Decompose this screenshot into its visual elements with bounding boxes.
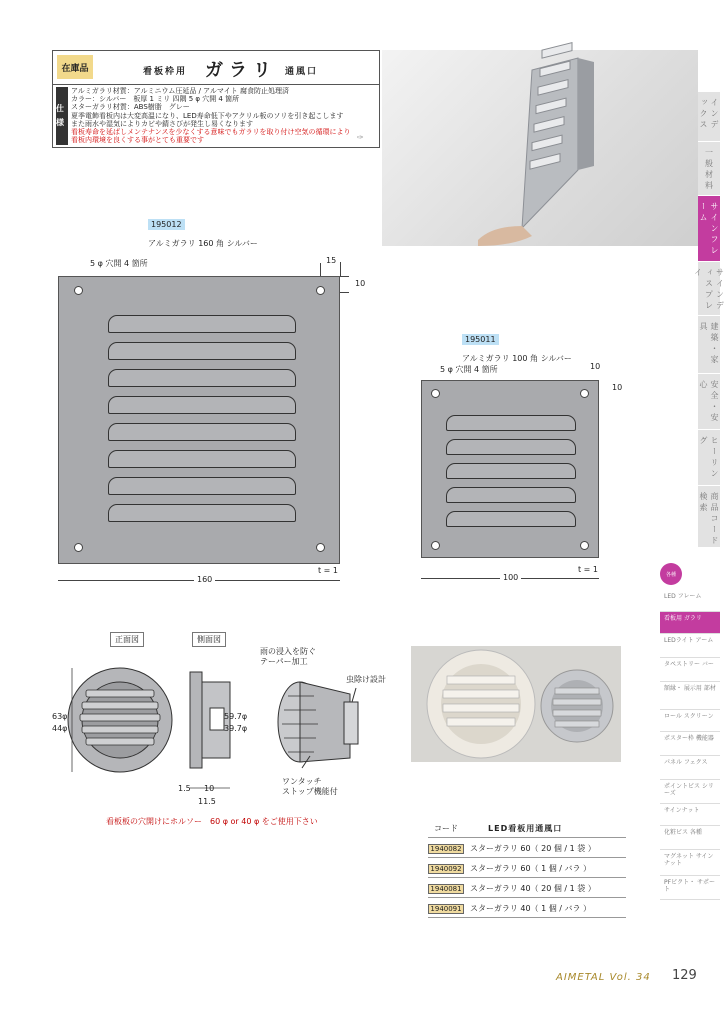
hole-note: 5 φ 穴開 4 箇所 (440, 365, 498, 374)
spec-line-red: 看板内環境を良くする事がとても重要です (71, 136, 204, 145)
table-row (428, 860, 626, 878)
star-gallari-photo (411, 646, 621, 762)
subnav-item[interactable]: タペストリー バー (660, 658, 720, 682)
category-badge: 各種 (660, 563, 682, 585)
product-name: アルミガラリ 100 角 シルバー (462, 354, 572, 363)
dim-label: 10 (355, 279, 366, 288)
product-code: 195012 (148, 219, 185, 230)
dim-10: 10 (204, 784, 215, 793)
subnav-item-active[interactable]: 看板用 ガラリ (660, 612, 720, 634)
dim-thickness: t = 1 (318, 566, 339, 575)
dim-width: 160 (194, 575, 215, 584)
side-view-label: 側面図 (192, 632, 226, 647)
dim-thickness: t = 1 (578, 565, 599, 574)
spec-line: アルミガラリ材質：アルミニウム圧延品 / アルマイト 腐食防止処理済 (71, 87, 289, 95)
row-code: 1940082 (428, 844, 464, 854)
louver-slat (108, 504, 296, 522)
subnav-item[interactable]: PFビクト・ サポート (660, 876, 720, 900)
louver-slat (108, 342, 296, 360)
product-photo (382, 50, 698, 246)
louver-slat (446, 487, 576, 503)
dim-63: 63φ (52, 712, 68, 721)
table-row (428, 840, 626, 858)
row-name: スターガラリ 40（ 20 個 / 1 袋 ） (470, 884, 596, 893)
note-stopper: ストップ機能付 (282, 787, 338, 796)
note-rain: 雨の浸入を防ぐ (260, 647, 316, 656)
col-name-header: LED看板用通風口 (488, 824, 563, 833)
small-louver-plate (421, 380, 599, 558)
subnav-item[interactable]: LEDライト アーム (660, 634, 720, 658)
large-product-label (148, 212, 258, 250)
page-number: 129 (672, 968, 697, 983)
row-name: スターガラリ 40（ 1 個 / バラ ） (470, 904, 592, 913)
louver-slat (446, 463, 576, 479)
brand-footer: AIMETAL Vol. 34 (556, 972, 651, 983)
row-name: スターガラリ 60（ 20 個 / 1 袋 ） (470, 844, 596, 853)
title-row (53, 51, 379, 85)
dim-line (320, 263, 321, 277)
table-header (428, 820, 626, 838)
dim-label: 15 (326, 256, 337, 265)
dim-597: 59.7φ (224, 712, 248, 721)
louver-slat (108, 369, 296, 387)
tab-healing[interactable]: ヒーリング (698, 430, 720, 486)
louver-slat (108, 396, 296, 414)
tab-sign-display[interactable]: サインディスプレイ (698, 262, 720, 316)
subnav-item[interactable]: パネル フェクス (660, 756, 720, 780)
in-stock-badge: 在庫品 (57, 55, 93, 79)
tab-sign-frame[interactable]: サインフレーム (698, 196, 720, 262)
screw-hole (74, 543, 83, 552)
subnav-item[interactable]: マグネット サインナット (660, 850, 720, 876)
subnav-item[interactable]: LED フレーム (660, 590, 720, 612)
row-code: 1940081 (428, 884, 464, 894)
dim-44: 44φ (52, 724, 68, 733)
row-code: 1940092 (428, 864, 464, 874)
title-prefix: 看板枠用 (143, 67, 188, 77)
subnav-item[interactable]: サインナット (660, 804, 720, 826)
dim-115: 11.5 (198, 797, 216, 806)
dim-397: 39.7φ (224, 724, 248, 733)
product-code: 195011 (462, 334, 499, 345)
dim-label: 10 (590, 362, 601, 371)
screw-hole (580, 541, 589, 550)
row-name: スターガラリ 60（ 1 個 / バラ ） (470, 864, 592, 873)
star-gallari-photo-illustration (411, 646, 621, 762)
spec-line: スターガラリ材質：ABS樹脂 グレー (71, 103, 190, 112)
spec-line: 夏季電飾看板内は大変高温になり、LED寿命低下やアクリル板のソリを引き起こします (71, 111, 344, 120)
table-row (428, 880, 626, 898)
front-view-label: 正面図 (110, 632, 144, 647)
tab-index[interactable]: インデックス (698, 92, 720, 142)
page-title: ガラリ (205, 60, 277, 81)
subnav-item[interactable]: ポイントビス シリーズ (660, 780, 720, 804)
note-onetouch: ワンタッチ (282, 777, 322, 786)
note-taper: テーパー加工 (260, 657, 308, 666)
spec-tag: 仕様 (56, 87, 68, 145)
hole-note: 5 φ 穴開 4 箇所 (90, 259, 148, 268)
spec-lines (71, 87, 371, 144)
title-suffix: 通風口 (285, 67, 319, 77)
product-name: アルミガラリ 160 角 シルバー (148, 239, 258, 248)
screw-hole (316, 286, 325, 295)
screw-hole (74, 286, 83, 295)
subnav-item[interactable]: 化粧ビス 各種 (660, 826, 720, 850)
subnav-item[interactable]: ポスター枠 機能器 (660, 732, 720, 756)
holesaw-note: 看板板の穴開けにホルソー 60 φ or 40 φ をご使用下さい (106, 817, 318, 826)
dim-width: 100 (500, 573, 521, 582)
spec-line: また雨水や湿気によりカビや錆さびが発生し易くなります (71, 119, 253, 128)
small-product-label (462, 327, 572, 365)
col-code-header: コード (434, 824, 458, 833)
row-code: 1940091 (428, 904, 464, 914)
dim-line (340, 262, 341, 276)
screw-hole (431, 389, 440, 398)
louver-slat (446, 415, 576, 431)
louver-slat (446, 511, 576, 527)
spec-line-red: 看板寿命を延ばしメンテナンスを少なくする意味でもガラリを取り付け空気の循環により (71, 128, 351, 137)
note-insect: 虫除け設計 (346, 675, 386, 684)
louver-photo-illustration (382, 50, 698, 246)
louver-slat (108, 477, 296, 495)
tab-architecture[interactable]: 建築・家具 (698, 316, 720, 374)
maker-logo-icon: ✑ (357, 133, 364, 142)
louver-slat (446, 439, 576, 455)
tab-general-materials[interactable]: 一般材料 (698, 142, 720, 196)
tab-code-search[interactable]: 商品コード検索 (698, 486, 720, 548)
dim-label: 10 (612, 383, 623, 392)
dim-15: 1.5 (178, 784, 191, 793)
table-row (428, 900, 626, 918)
subnav-item[interactable]: 額縁・ 展示用 部材 (660, 682, 720, 710)
screw-hole (580, 389, 589, 398)
louver-slat (108, 315, 296, 333)
large-louver-plate (58, 276, 340, 564)
louver-slat (108, 423, 296, 441)
louver-slat (108, 450, 296, 468)
tab-safety[interactable]: 安全・安心 (698, 374, 720, 430)
spec-header-box (52, 50, 380, 148)
side-nav (693, 92, 725, 548)
subnav-item[interactable]: ロール スクリーン (660, 710, 720, 732)
screw-hole (431, 541, 440, 550)
screw-hole (316, 543, 325, 552)
spec-line: カラー：シルバー 板厚 1 ミリ 四隅 5 φ 穴開 4 箇所 (71, 95, 240, 104)
